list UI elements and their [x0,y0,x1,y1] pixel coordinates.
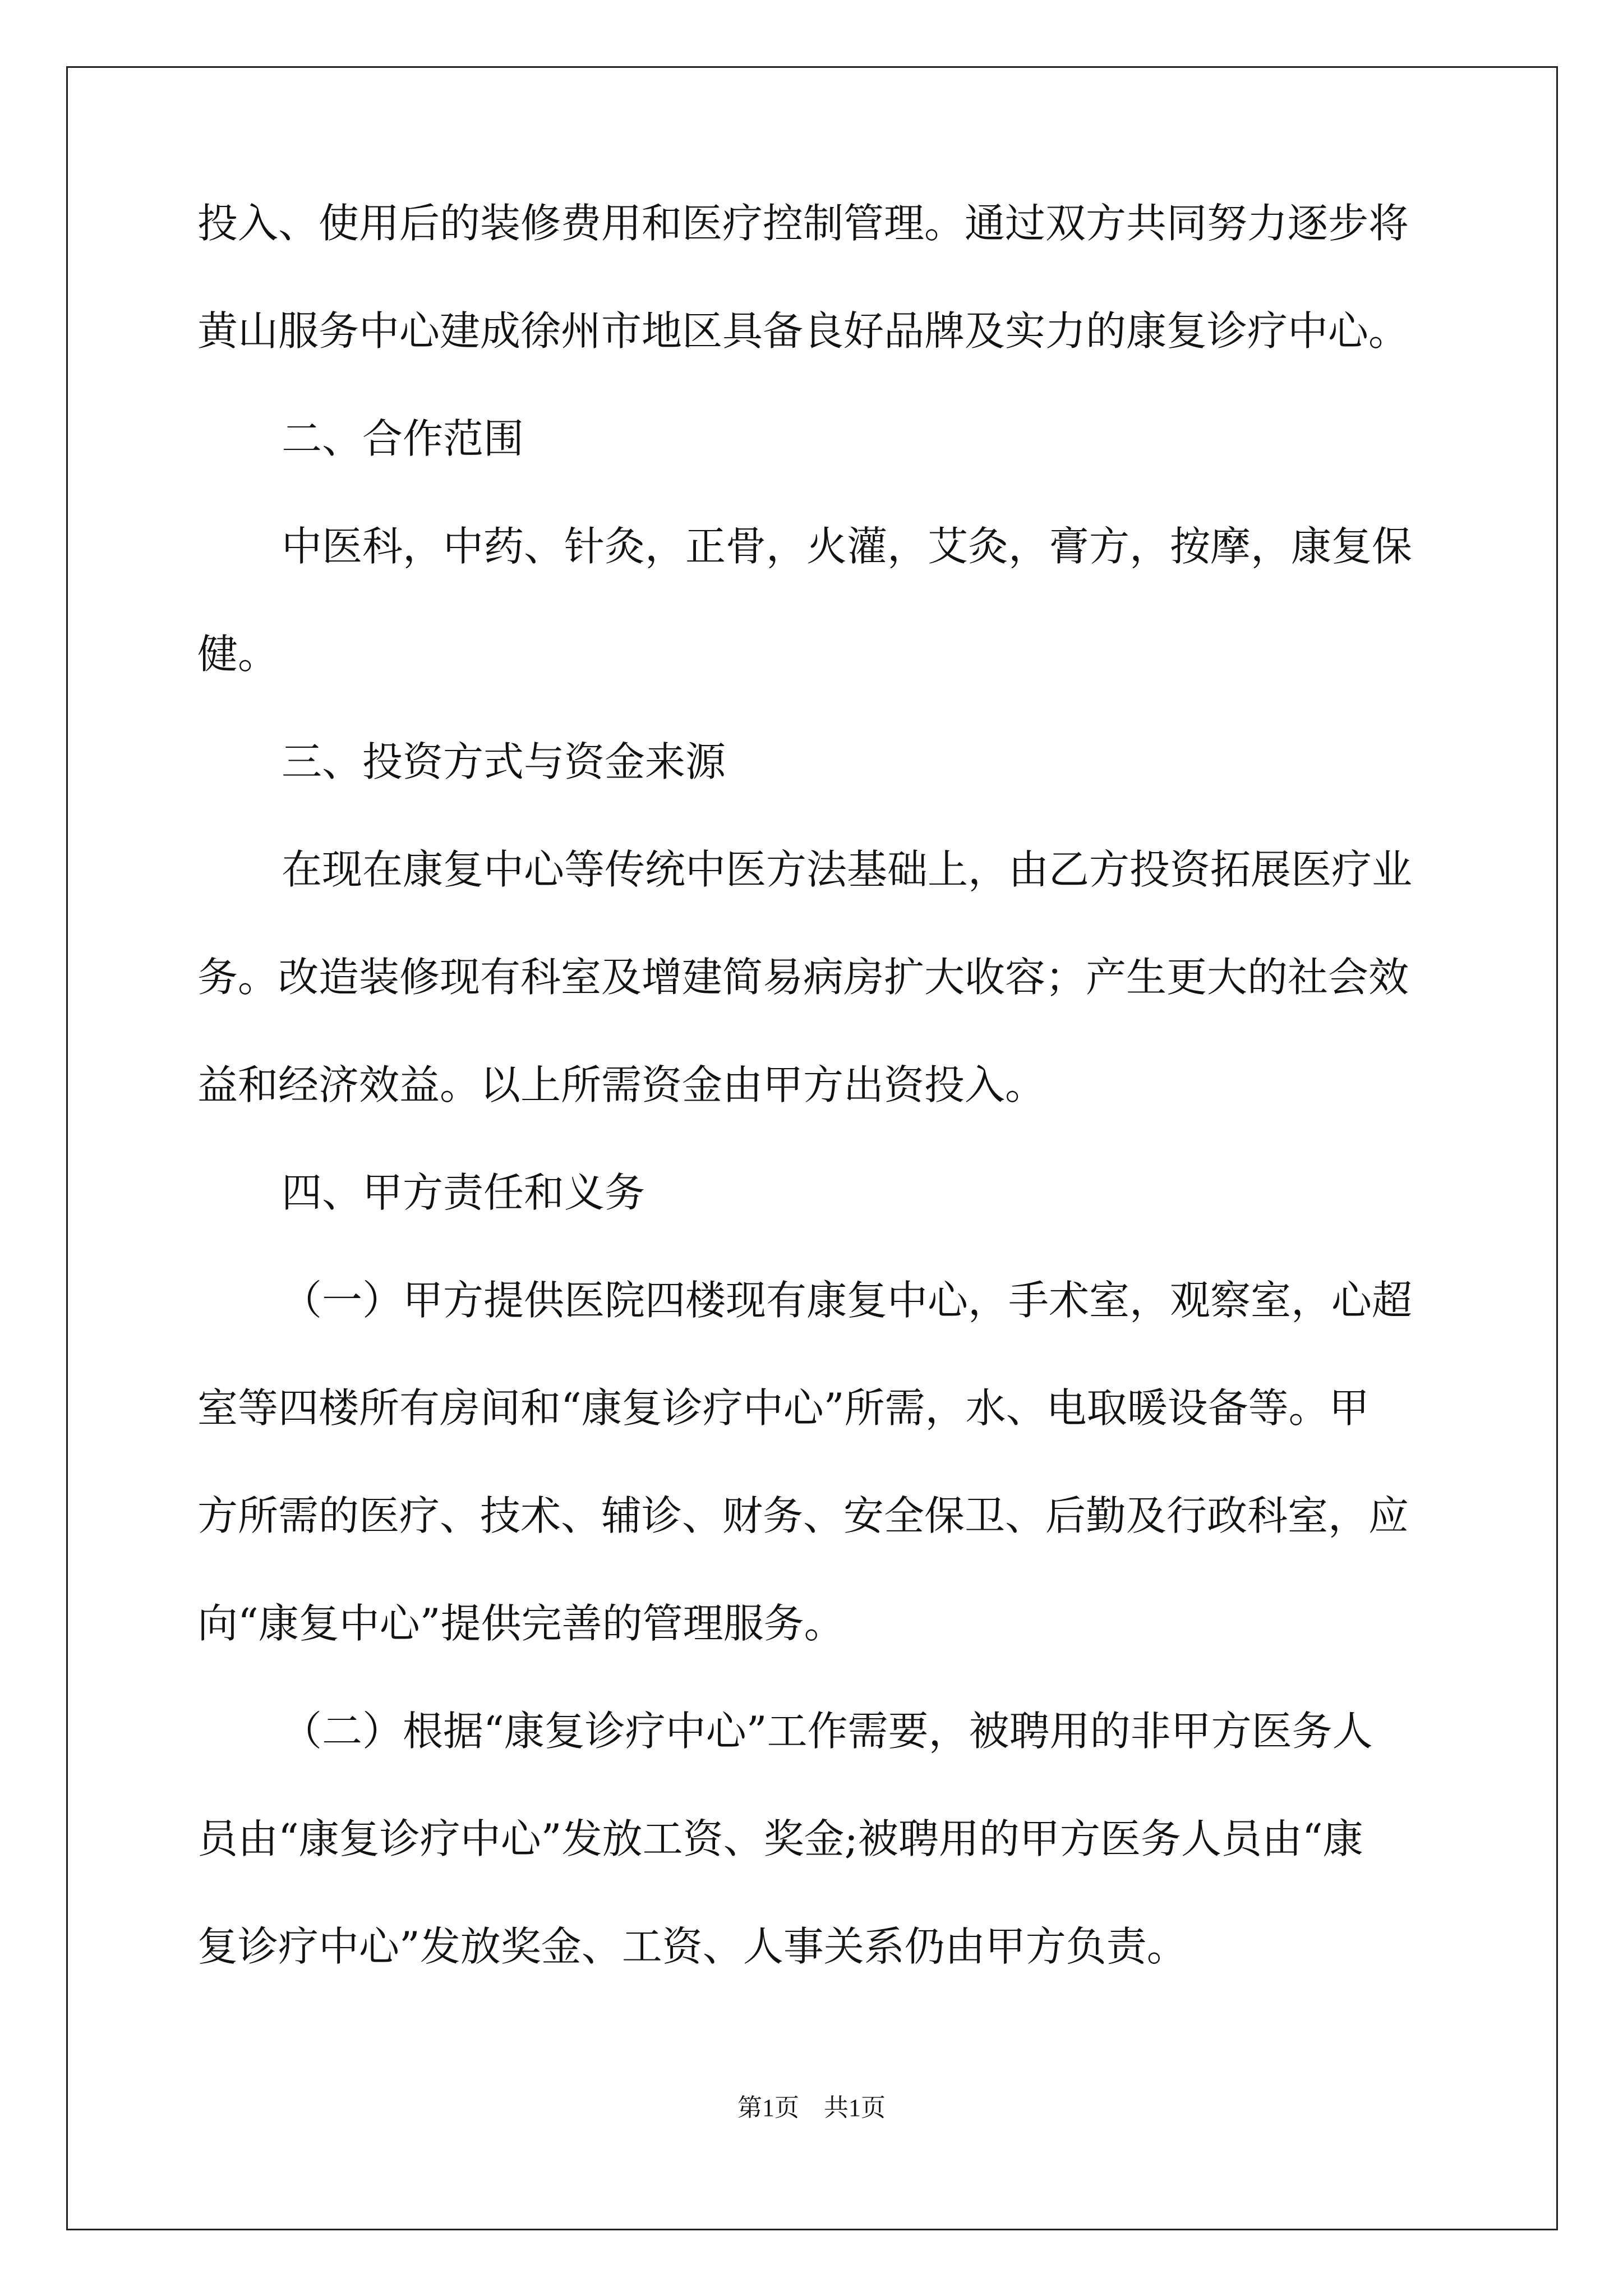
section-heading: 二、合作范围 [282,415,524,462]
section-heading: 四、甲方责任和义务 [282,1169,645,1216]
page-border [66,66,1558,2230]
paragraph-line: 员由“康复诊疗中心”发放工资、奖金;被聘用的甲方医务人员由“康 [197,1815,1363,1862]
paragraph-line: 投入、使用后的装修费用和医疗控制管理。通过双方共同努力逐步将 [197,200,1409,247]
paragraph-line: 务。改造装修现有科室及增建简易病房扩大收容；产生更大的社会效 [197,954,1409,1001]
paragraph-line: 方所需的医疗、技术、辅诊、财务、安全保卫、后勤及行政科室，应 [197,1492,1409,1539]
paragraph-line: 益和经济效益。以上所需资金由甲方出资投入。 [197,1061,1046,1108]
paragraph-line: 在现在康复中心等传统中医方法基础上，由乙方投资拓展医疗业 [282,846,1413,893]
paragraph-line: 黄山服务中心建成徐州市地区具备良好品牌及实力的康复诊疗中心。 [197,307,1409,355]
paragraph-line: 室等四楼所有房间和“康复诊疗中心”所需，水、电取暖设备等。甲 [197,1384,1370,1432]
paragraph-line: （一）甲方提供医院四楼现有康复中心，手术室，观察室，心超 [282,1277,1413,1324]
paragraph-line: （二）根据“康复诊疗中心”工作需要，被聘用的非甲方医务人 [282,1708,1373,1755]
paragraph-line: 向“康复中心”提供完善的管理服务。 [197,1600,845,1647]
paragraph-line: 健。 [197,631,279,678]
paragraph-line: 复诊疗中心”发放奖金、工资、人事关系仍由甲方负责。 [197,1923,1187,1970]
section-heading: 三、投资方式与资金来源 [282,738,726,785]
paragraph-line: 中医科，中药、针灸，正骨，火灌，艾灸，膏方，按摩，康复保 [282,523,1413,570]
page-footer: 第1页 共1页 [737,2094,886,2122]
